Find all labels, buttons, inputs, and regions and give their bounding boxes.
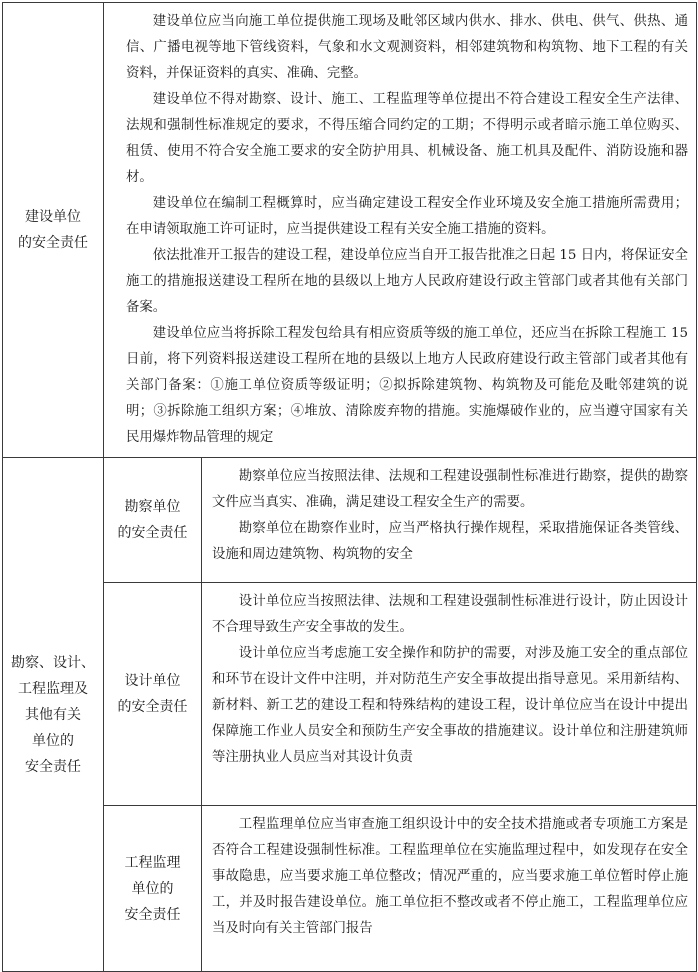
- label-line: 其他有关: [25, 706, 81, 723]
- design-unit-row: [3, 583, 697, 806]
- supervision-unit-content: [202, 806, 697, 972]
- label-line: 单位的: [131, 880, 174, 897]
- paragraph: 建设单位在编制工程概算时，应当确定建设工程安全作业环境及安全施工措施所需费用；在申请领取施工许可证时，应当提供建设工程有关安全施工措施的资料。: [126, 196, 689, 237]
- label-line: 设计单位: [124, 673, 181, 689]
- survey-unit-label: [104, 458, 202, 583]
- label-line: 安全责任: [124, 906, 181, 923]
- responsibility-table: [2, 2, 697, 972]
- survey-unit-content: [202, 458, 697, 583]
- construction-unit-label: [3, 3, 104, 458]
- label-line: 的安全责任: [117, 699, 188, 715]
- label-line: 工程监理及: [18, 680, 88, 697]
- design-unit-label: [104, 583, 202, 806]
- paragraph: 建设单位应当向施工单位提供施工现场及毗邻区域内供水、排水、供电、供气、供热、通信、广播电视等地下管线资料，气象和水文观测资料，相邻建筑物和构筑物、地下工程的有关资料，并保证资料的真实、准确、完整。: [126, 14, 689, 81]
- paragraph: 设计单位应当考虑施工安全操作和防护的需要，对涉及施工安全的重点部位和环节在设计文件中注明，并对防范生产安全事故提出指导意见。采用新结构、新材料、新工艺的建设工程和特殊结构的建设工程，设计单位应当在设计中提出保障施工作业人员安全和预防生产安全事故的措施建议。设计单位和注册建筑师等注册执业人员应当对其设计负责: [212, 646, 689, 765]
- label-line: 安全责任: [25, 758, 81, 775]
- paragraph: 设计单位应当按照法律、法规和工程建设强制性标准进行设计，防止因设计不合理导致生产安全事故的发生。: [212, 594, 689, 635]
- design-unit-content: [202, 583, 697, 806]
- paragraph: 依法批准开工报告的建设工程，建设单位应当自开工报告批准之日起 15 日内，将保证安全施工的措施报送建设工程所在地的县级以上地方人民政府建设行政主管部门或者其他有关部门备案。: [126, 248, 689, 315]
- supervision-unit-row: [3, 806, 697, 972]
- group-label: [3, 458, 104, 972]
- survey-unit-row: [3, 458, 697, 583]
- paragraph: 建设单位应当将拆除工程发包给具有相应资质等级的施工单位，还应当在拆除工程施工 15 日前，将下列资料报送建设工程所在地的县级以上地方人民政府建设行政主管部门或者其他有关部门备案：①施工单位资质等级证明；②拟拆除建筑物、构筑物及可能危及毗邻建筑的说明；③拆除施工组织方案；④堆放、清除废弃物的措施。实施爆破作业的，应当遵守国家有关民用爆炸物品管理的规定: [126, 326, 689, 445]
- label-line: 勘察单位: [124, 499, 181, 515]
- supervision-unit-label: [104, 806, 202, 972]
- paragraph: 勘察单位在勘察作业时，应当严格执行操作规程，采取措施保证各类管线、设施和周边建筑物、构筑物的安全: [212, 521, 689, 562]
- paragraph: 工程监理单位应当审查施工组织设计中的安全技术措施或者专项施工方案是否符合工程建设强制性标准。工程监理单位在实施监理过程中，如发现存在安全事故隐患，应当要求施工单位整改；情况严重的，应当要求施工单位暂时停止施工，并及时报告建设单位。施工单位拒不整改或者不停止施工，工程监理单位应当及时向有关主管部门报告: [212, 817, 689, 936]
- paragraph: 建设单位不得对勘察、设计、施工、工程监理等单位提出不符合建设工程安全生产法律、法规和强制性标准规定的要求，不得压缩合同约定的工期；不得明示或者暗示施工单位购买、租赁、使用不符合安全施工要求的安全防护用具、机械设备、施工机具及配件、消防设施和器材。: [126, 92, 689, 185]
- label-line: 的安全责任: [117, 525, 188, 541]
- label-line: 单位的: [32, 732, 74, 749]
- label-line: 工程监理: [124, 854, 181, 871]
- paragraph: 勘察单位应当按照法律、法规和工程建设强制性标准进行勘察，提供的勘察文件应当真实、准确，满足建设工程安全生产的需要。: [212, 469, 689, 510]
- label-line: 的安全责任: [18, 235, 88, 251]
- construction-unit-content: [104, 3, 697, 458]
- construction-unit-row: [3, 3, 697, 458]
- label-line: 勘察、设计、: [11, 654, 95, 671]
- label-line: 建设单位: [25, 209, 81, 225]
